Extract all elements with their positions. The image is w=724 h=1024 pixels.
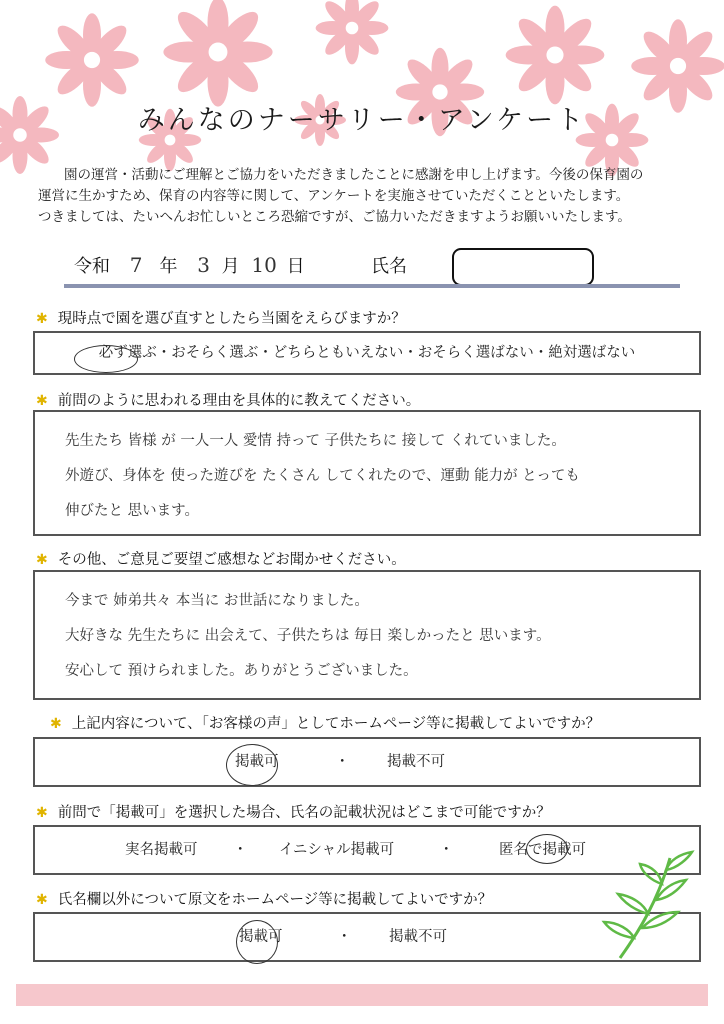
star-icon: ✱: [50, 716, 62, 732]
footer-bar: [16, 984, 708, 1006]
star-icon: ✱: [36, 892, 48, 908]
date-day: 10: [251, 253, 277, 277]
intro-line: 運営に生かすため、保育の内容等に関して、アンケートを実施させていただくことといたします。: [38, 188, 630, 204]
option-initial[interactable]: イニシャル掲載可: [279, 842, 395, 858]
answer-line: 伸びたと 思います。: [65, 503, 199, 519]
handwritten-answer: [35, 412, 699, 529]
flower-decoration: [0, 0, 724, 180]
star-icon: ✱: [36, 393, 48, 409]
question-1: [36, 307, 406, 328]
date-year-unit: 年: [159, 256, 178, 277]
date-month: 3: [197, 253, 210, 277]
name-label: 氏名: [371, 256, 407, 277]
question-text: 氏名欄以外について原文をホームページ等に掲載してよいですか？: [57, 892, 493, 908]
option-separator: ・: [337, 929, 352, 945]
handwritten-answer: [35, 572, 699, 689]
date-month-unit: 月: [221, 256, 240, 277]
selection-circle: [226, 744, 278, 786]
date-day-unit: 日: [286, 256, 305, 277]
question-3: [36, 548, 406, 569]
page-title: みんなのナーサリー・アンケート: [137, 105, 587, 136]
answer-line: 安心して 預けられました。ありがとうございました。: [65, 663, 418, 679]
name-field[interactable]: [452, 248, 594, 286]
option-separator: ・: [439, 842, 454, 858]
question-text: 前問のように思われる理由を具体的に教えてください。: [57, 393, 421, 409]
question-2: [36, 389, 420, 410]
option-publish-ng[interactable]: 掲載不可: [387, 754, 445, 770]
answer-line: 外遊び、身体を 使った遊びを たくさん してくれたので、運動 能力が とっても: [65, 468, 580, 484]
question-4: [50, 712, 600, 733]
answer-line: 今まで 姉弟共々 本当に お世話になりました。: [65, 593, 369, 609]
question-text: その他、ご意見ご要望ご感想などお聞かせください。: [57, 552, 406, 568]
date-year: 7: [129, 253, 143, 277]
star-icon: ✱: [36, 805, 48, 821]
selection-circle: [74, 345, 138, 373]
intro-text: [38, 165, 698, 228]
answer-box-4[interactable]: [33, 737, 701, 787]
answer-line: 先生たち 皆様 が 一人一人 愛情 持って 子供たちに 接して くれていました。: [65, 433, 566, 449]
option-real-name[interactable]: 実名掲載可: [125, 842, 198, 858]
question-5: [36, 801, 551, 822]
answer-line: 大好きな 先生たちに 出会えて、子供たちは 毎日 楽しかったと 思います。: [65, 628, 551, 644]
flower-icon: [45, 13, 139, 107]
intro-line: 園の運営・活動にご理解とご協力をいただきましたことに感謝を申し上げます。今後の保育園の: [64, 167, 644, 183]
answer-box-2[interactable]: [33, 410, 701, 536]
intro-line: つきましては、たいへんお忙しいところ恐縮ですが、ご協力いただきますようお願いいたします。: [38, 209, 631, 225]
selection-circle: [236, 920, 278, 964]
flower-icon: [316, 0, 389, 64]
choice-options[interactable]: 必ず選ぶ・おそらく選ぶ・どちらともいえない・おそらく選ばない・絶対選ばない: [98, 345, 636, 361]
option-separator: ・: [233, 842, 248, 858]
question-text: 上記内容について、「お客様の声」としてホームページ等に掲載してよいですか？: [71, 716, 601, 732]
option-publish-ng[interactable]: 掲載不可: [389, 929, 447, 945]
header-divider: [64, 284, 680, 288]
date-field[interactable]: [74, 252, 305, 278]
question-text: 現時点で園を選び直すとしたら当園をえらびますか？: [57, 311, 406, 327]
option-anonymous[interactable]: 匿名で掲載可: [499, 842, 586, 858]
leaf-icon: [600, 850, 700, 960]
question-6: [36, 888, 492, 909]
selection-circle: [526, 834, 568, 864]
answer-box-3[interactable]: [33, 570, 701, 700]
option-publish-ok[interactable]: 掲載可: [235, 754, 279, 770]
flower-icon: [506, 6, 605, 105]
star-icon: ✱: [36, 311, 48, 327]
flower-icon: [163, 0, 272, 107]
option-separator: ・: [335, 754, 350, 770]
option-publish-ok[interactable]: 掲載可: [239, 929, 283, 945]
question-text: 前問で「掲載可」を選択した場合、氏名の記載状況はどこまで可能ですか？: [57, 805, 551, 821]
star-icon: ✱: [36, 552, 48, 568]
date-era: 令和: [74, 256, 110, 277]
